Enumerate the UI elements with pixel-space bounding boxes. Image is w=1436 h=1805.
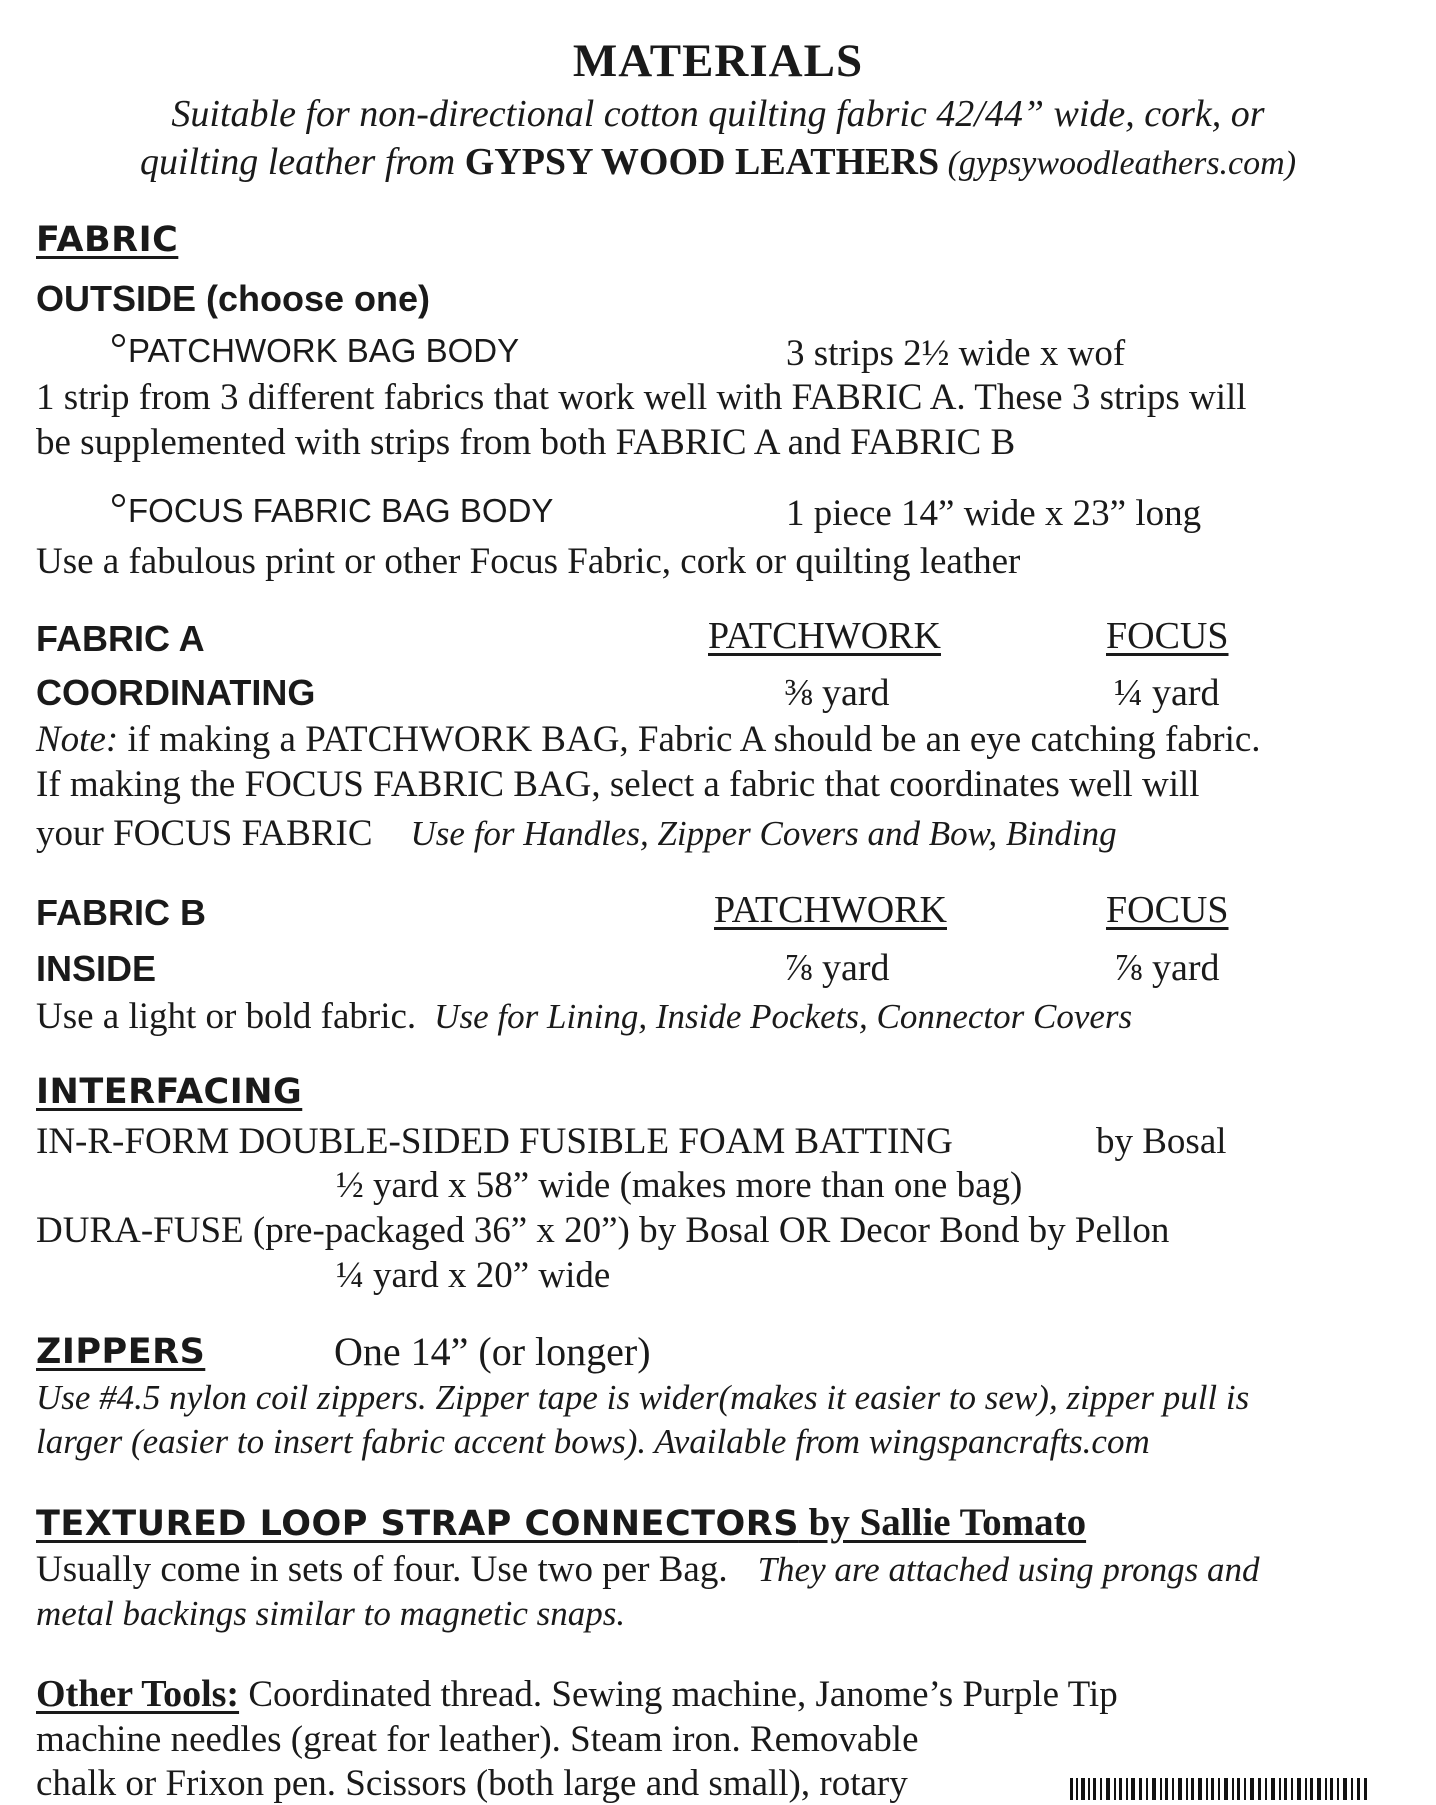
fabric-a-patchwork-amount: ⅜ yard	[784, 672, 890, 714]
patchwork-label: PATCHWORK BAG BODY	[128, 332, 520, 369]
zippers-heading: ZIPPERS	[36, 1332, 206, 1372]
fabric-b-use-for: Use for Lining, Inside Pockets, Connector Covers	[434, 997, 1133, 1036]
focus-fabric-text: your FOCUS FABRIC	[36, 813, 373, 854]
fabric-b-col-focus: FOCUS	[1106, 889, 1229, 931]
interfacing-heading: INTERFACING	[36, 1072, 303, 1112]
connectors-heading-row	[36, 1500, 1086, 1545]
subtitle-text: quilting leather from	[139, 141, 465, 183]
fabric-a-note-2: If making the FOCUS FABRIC BAG, select a fabric that coordinates well will	[36, 764, 1200, 805]
fabric-a-col-focus: FOCUS	[1106, 615, 1229, 657]
barcode	[1070, 1778, 1370, 1800]
page-title: MATERIALS	[572, 35, 864, 87]
outside-heading: OUTSIDE (choose one)	[36, 278, 431, 319]
zippers-amount: One 14” (or longer)	[334, 1329, 651, 1374]
other-tools-heading: Other Tools:	[36, 1673, 240, 1715]
bullet-icon	[112, 494, 125, 507]
fabric-b-heading: FABRIC B	[36, 892, 206, 933]
connectors-note-2: metal backings similar to magnetic snaps.	[36, 1594, 626, 1633]
connectors-brand: by Sallie Tomato	[798, 1501, 1087, 1544]
connectors-heading: TEXTURED LOOP STRAP CONNECTORS	[36, 1504, 799, 1544]
interfacing-item-2-amount: ¼ yard x 20” wide	[336, 1255, 611, 1296]
patchwork-option	[112, 332, 519, 370]
subtitle-line-1: Suitable for non-directional cotton quilting fabric 42/44” wide, cork, or	[171, 93, 1265, 135]
brand-website: (gypsywoodleathers.com)	[939, 145, 1297, 182]
subtitle-line-2	[0, 140, 1436, 184]
fabric-b-patchwork-amount: ⅞ yard	[784, 947, 890, 989]
interfacing-item-1: IN-R-FORM DOUBLE-SIDED FUSIBLE FOAM BATTING	[36, 1121, 953, 1162]
fabric-b-col-patchwork: PATCHWORK	[714, 889, 947, 931]
interfacing-item-1-brand: by Bosal	[1096, 1121, 1227, 1162]
focus-label: FOCUS FABRIC BAG BODY	[128, 492, 554, 529]
patchwork-amount: 3 strips 2½ wide x wof	[786, 333, 1126, 374]
connectors-note-text: Usually come in sets of four. Use two per Bag.	[36, 1549, 728, 1590]
fabric-a-note-1	[36, 718, 1261, 761]
zippers-note-1: Use #4.5 nylon coil zippers. Zipper tape is wider(makes it easier to sew), zipper pull is	[36, 1378, 1250, 1417]
focus-note: Use a fabulous print or other Focus Fabric, cork or quilting leather	[36, 541, 1021, 582]
zippers-note-2: larger (easier to insert fabric accent bows). Available from wingspancrafts.com	[36, 1422, 1150, 1461]
other-tools-line-2: machine needles (great for leather). Steam iron. Removable	[36, 1719, 919, 1760]
fabric-a-col-patchwork: PATCHWORK	[708, 615, 941, 657]
focus-option	[112, 492, 553, 530]
patchwork-note-1: 1 strip from 3 different fabrics that work well with FABRIC A. These 3 strips will	[36, 377, 1247, 418]
interfacing-item-2: DURA-FUSE (pre-packaged 36” x 20”) by Bosal OR Decor Bond by Pellon	[36, 1210, 1170, 1251]
focus-amount: 1 piece 14” wide x 23” long	[786, 493, 1202, 534]
fabric-b-focus-amount: ⅞ yard	[1114, 947, 1220, 989]
connectors-note-ital: They are attached using prongs and	[757, 1550, 1260, 1589]
fabric-a-use-for: Use for Handles, Zipper Covers and Bow, Binding	[410, 814, 1117, 853]
patchwork-note-2: be supplemented with strips from both FABRIC A and FABRIC B	[36, 422, 1016, 463]
fabric-b-note-text: Use a light or bold fabric.	[36, 996, 417, 1037]
fabric-b-note	[36, 995, 1132, 1038]
bullet-icon	[112, 334, 125, 347]
fabric-a-note-3	[36, 812, 1117, 855]
fabric-a-subheading: COORDINATING	[36, 672, 316, 713]
other-tools-line-3: chalk or Frixon pen. Scissors (both large and small), rotary	[36, 1763, 908, 1804]
fabric-a-heading: FABRIC A	[36, 618, 205, 659]
fabric-heading: FABRIC	[36, 220, 179, 260]
note-text: if making a PATCHWORK BAG, Fabric A should be an eye catching fabric.	[118, 719, 1261, 760]
other-tools-line-1	[36, 1672, 1118, 1716]
connectors-note-1	[36, 1548, 1260, 1591]
interfacing-item-1-amount: ½ yard x 58” wide (makes more than one bag)	[336, 1165, 1023, 1206]
note-label: Note:	[36, 719, 119, 760]
fabric-b-subheading: INSIDE	[36, 948, 157, 989]
brand-name: GYPSY WOOD LEATHERS	[464, 141, 940, 183]
fabric-a-focus-amount: ¼ yard	[1114, 672, 1220, 714]
other-tools-text-1: Coordinated thread. Sewing machine, Janome’s Purple Tip	[239, 1674, 1118, 1715]
